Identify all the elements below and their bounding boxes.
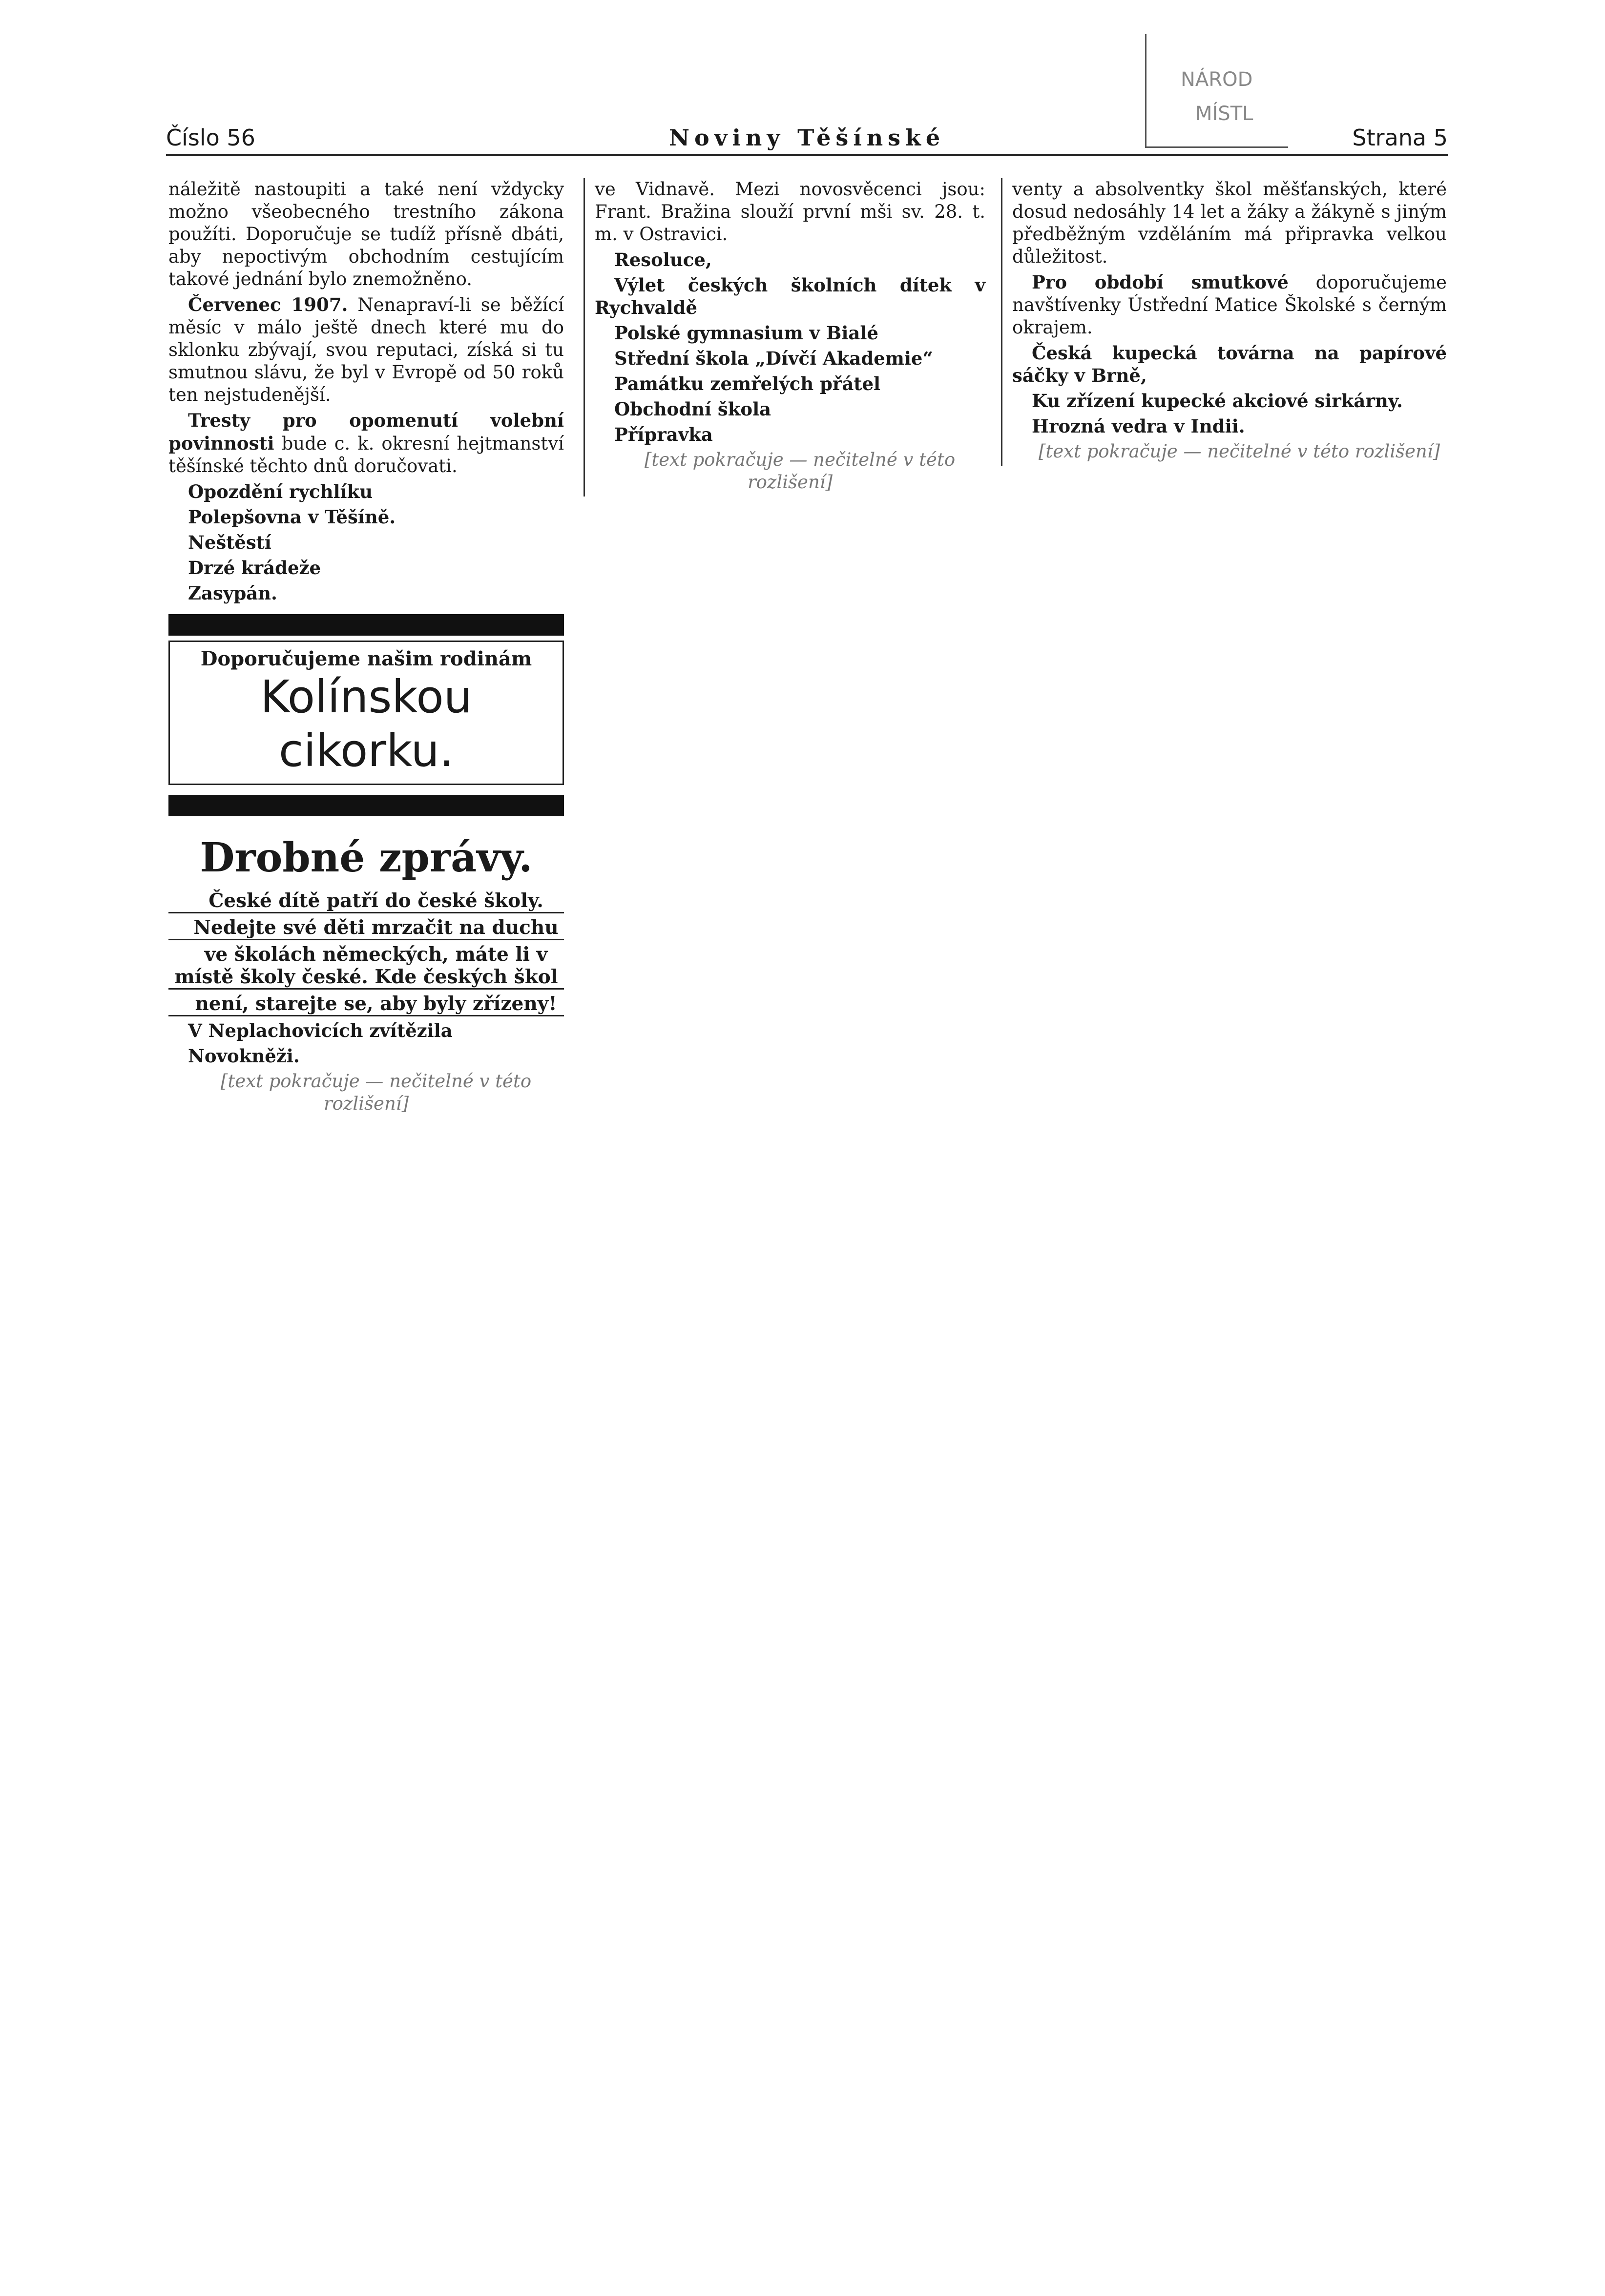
truncation-note: [text pokračuje — nečitelné v této rozlišení]	[1038, 441, 1440, 462]
paragraph	[168, 409, 564, 477]
column-1	[168, 178, 564, 1118]
paragraph-body: Nenapraví-li se běžící měsíc v málo ještě dnech které mu do sklonku zbývají, svou reputaci, získá si tu smutnou slávu, že byl v Evropě od 50 roků ten nejstudenější.	[168, 294, 564, 405]
paragraph-lead: Opozdění rychlíku	[188, 481, 373, 502]
paragraph-lead: Polepšovna v Těšíně.	[188, 506, 396, 528]
paragraph-lead: Drzé krádeže	[188, 557, 321, 579]
paragraph-lead: Pro období smutkové	[1032, 271, 1289, 293]
paragraph-lead: Památku zemřelých přátel	[614, 373, 881, 394]
page-number: Strana 5	[1352, 124, 1448, 151]
advertisement	[168, 641, 564, 785]
paragraph: ve Vidnavě. Mezi novosvěcenci jsou: Frant. Bražina slouží první mši sv. 28. t. m. v Ostravici.	[595, 179, 985, 245]
paragraph	[168, 293, 564, 406]
divider	[168, 795, 564, 816]
section-headline: Drobné zprávy.	[200, 834, 533, 881]
truncation-note: [text pokračuje — nečitelné v této rozlišení]	[644, 449, 956, 493]
paragraph-lead: V Neplachovicích zvítězila	[188, 1020, 453, 1041]
column-3	[1001, 178, 1447, 466]
paragraph-lead: Zasypán.	[188, 582, 277, 604]
paragraph-lead: Přípravka	[614, 424, 713, 445]
paragraph-lead: Střední škola „Dívčí Akademie“	[614, 348, 933, 369]
ad-product: Kolínskou cikorku.	[260, 671, 472, 777]
slogan: ve školách německých, máte li v místě školy české. Kde českých škol	[168, 943, 564, 990]
paragraph-lead: Hrozná vedra v Indii.	[1032, 415, 1245, 437]
paragraph-lead: Obchodní škola	[614, 398, 771, 420]
slogan: České dítě patří do české školy.	[168, 889, 564, 913]
stamp-line-1: NÁROD	[1181, 68, 1253, 91]
slogan: není, starejte se, aby byly zřízeny!	[168, 993, 564, 1016]
paragraph: náležitě nastoupiti a také není vždycky možno všeobecného trestního zákona použíti. Doporučuje se tudíž přísně dbáti, aby nepoctivým obchodním cestujícím takové jednání bylo znemožněno.	[168, 179, 564, 290]
masthead	[166, 124, 1448, 156]
newspaper-title: Noviny Těšínské	[669, 124, 945, 151]
paragraph-lead: Polské gymnasium v Bialé	[614, 322, 878, 344]
slogan: Nedejte své děti mrzačit na duchu	[168, 916, 564, 940]
paragraph-lead: Česká kupecká továrna na papírové sáčky v Brně,	[1012, 342, 1447, 386]
paragraph-body: bude c. k. okresní hejtmanství těšínské těchto dnů doručovati.	[168, 433, 564, 476]
ad-tagline: Doporučujeme našim rodinám	[200, 647, 532, 670]
paragraph-lead: Červenec 1907.	[188, 294, 348, 315]
column-2	[584, 178, 985, 496]
paragraph-lead: Tresty pro opomenutí volební povinnosti	[168, 410, 564, 454]
paragraph	[1012, 271, 1447, 339]
paragraph-lead: Neštěstí	[188, 532, 271, 553]
stamp-line-2: MÍSTL	[1195, 103, 1253, 125]
paragraph-lead: Novokněži.	[188, 1045, 300, 1067]
paragraph-lead: Výlet českých školních dítek v Rychvaldě	[595, 274, 985, 318]
paragraph-lead: Ku zřízení kupecké akciové sirkárny.	[1032, 390, 1403, 412]
paragraph-lead: Resoluce,	[614, 249, 712, 270]
paragraph-body: doporučujeme navštívenky Ústřední Matice Školské s černým okrajem.	[1012, 272, 1447, 338]
issue-number: Číslo 56	[166, 124, 255, 151]
divider	[168, 614, 564, 636]
paragraph: venty a absolventky škol měšťanských, které dosud nedosáhly 14 let a žáky a žákyně s jiným předběžným vzděláním má připravka velkou důležitost.	[1012, 179, 1447, 267]
truncation-note: [text pokračuje — nečitelné v této rozlišení]	[220, 1071, 532, 1114]
